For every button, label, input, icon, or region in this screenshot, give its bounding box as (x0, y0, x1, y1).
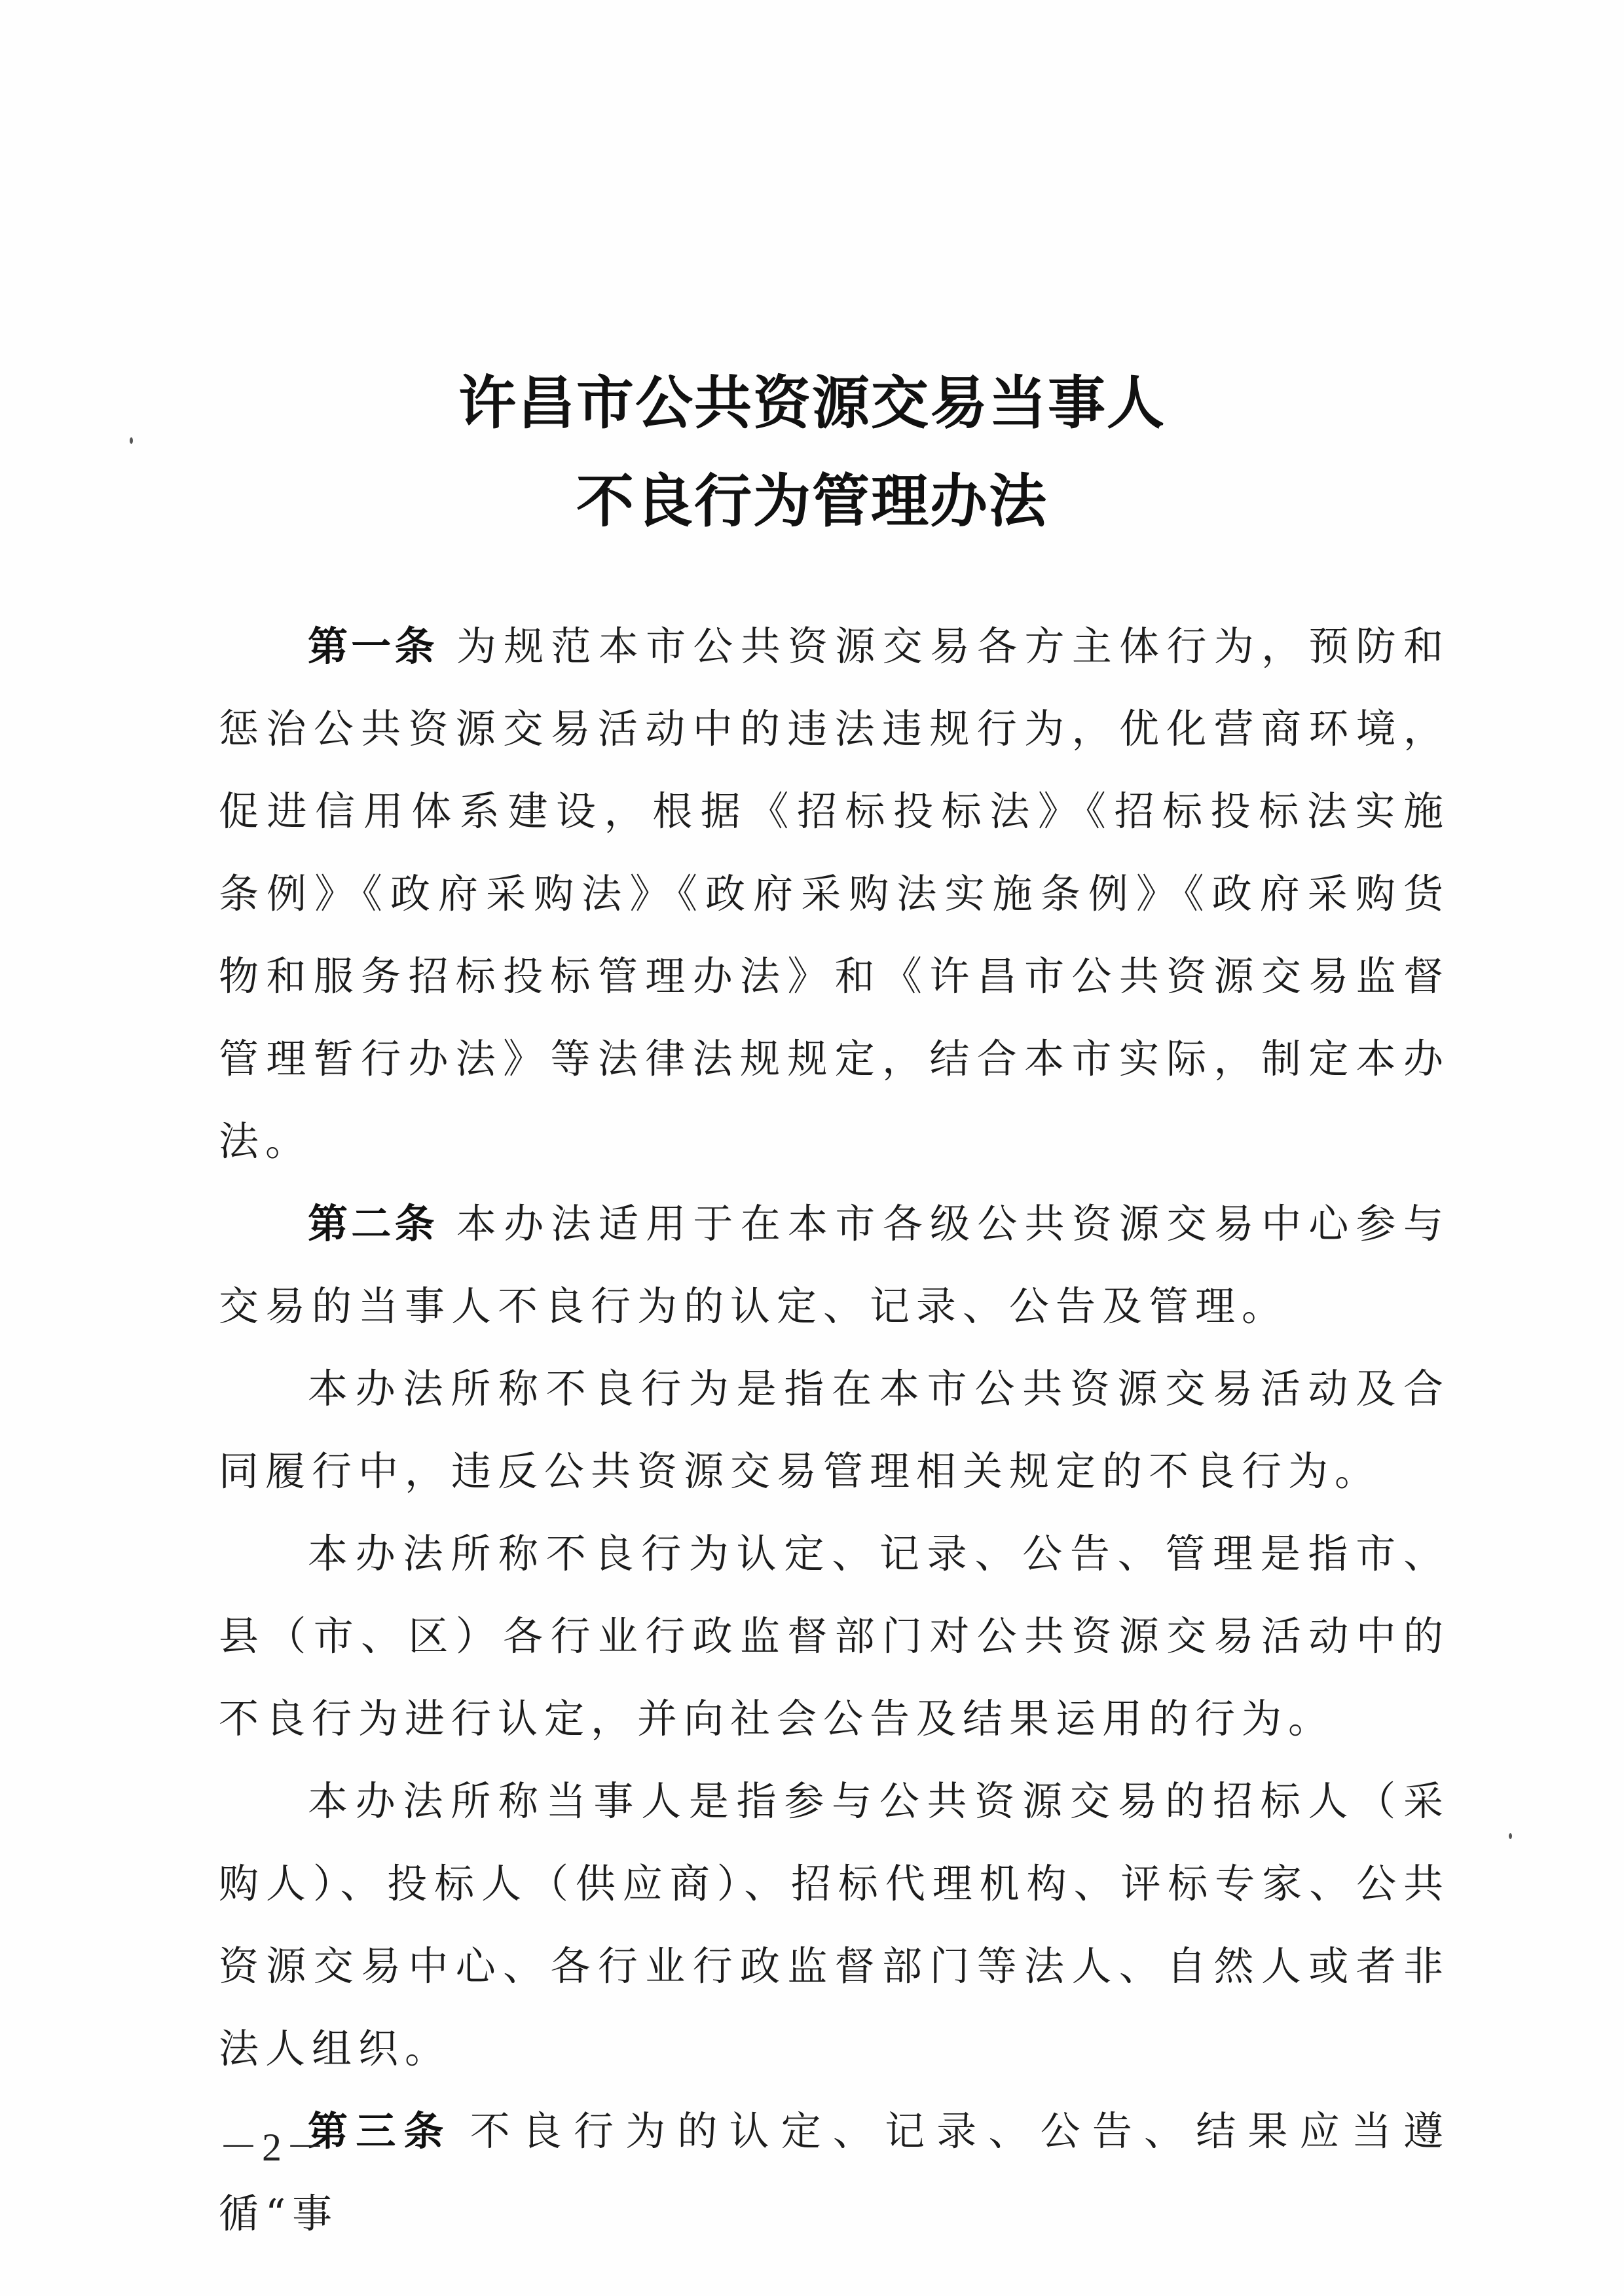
paragraph-text: 本办法适用于在本市各级公共资源交易中心参与交易的当事人不良行为的认定、记录、公告及管理。 (219, 1201, 1450, 1330)
article-2-paragraph (219, 1183, 1450, 1348)
article-number: 第一条 (308, 623, 438, 670)
article-3-paragraph (219, 2090, 1450, 2255)
paragraph-text: 不良行为的认定、记录、公告、结果应当遵循“事 (219, 2108, 1450, 2237)
paragraph-text: 本办法所称不良行为是指在本市公共资源交易活动及合同履行中，违反公共资源交易管理相关规定的不良行为。 (219, 1366, 1450, 1495)
scan-speck (1509, 1833, 1512, 1839)
article-number: 第二条 (308, 1201, 438, 1247)
paragraph-text: 本办法所称当事人是指参与公共资源交易的招标人（采购人）、投标人（供应商）、招标代理机构、评标专家、公共资源交易中心、各行业行政监督部门等法人、自然人或者非法人组织。 (219, 1778, 1450, 2072)
article-2-clause-3 (219, 1513, 1450, 1760)
article-number: 第三条 (308, 2108, 452, 2155)
article-1-paragraph (219, 606, 1450, 1183)
paragraph-text: 为规范本市公共资源交易各方主体行为，预防和惩治公共资源交易活动中的违法违规行为，优化营商环境，促进信用体系建设，根据《招标投标法》《招标投标法实施条例》《政府采购法》《政府采购法实施条例》《政府采购货物和服务招标投标管理办法》和《许昌市公共资源交易监督管理暂行办法》等法律法规规定，结合本市实际，制定本办法。 (219, 623, 1450, 1165)
article-2-clause-2 (219, 1348, 1450, 1513)
article-2-clause-4 (219, 1760, 1450, 2090)
scan-speck (130, 437, 133, 444)
title-line-1: 许昌市公共资源交易当事人 (458, 369, 1166, 437)
page-number: －2－ (219, 2126, 329, 2169)
document-title (0, 354, 1624, 550)
title-line-2: 不良行为管理办法 (576, 467, 1048, 535)
paragraph-text: 本办法所称不良行为认定、记录、公告、管理是指市、县（市、区）各行业行政监督部门对公共资源交易活动中的不良行为进行认定，并向社会公告及结果运用的行为。 (219, 1531, 1450, 1742)
document-body (219, 606, 1450, 2255)
